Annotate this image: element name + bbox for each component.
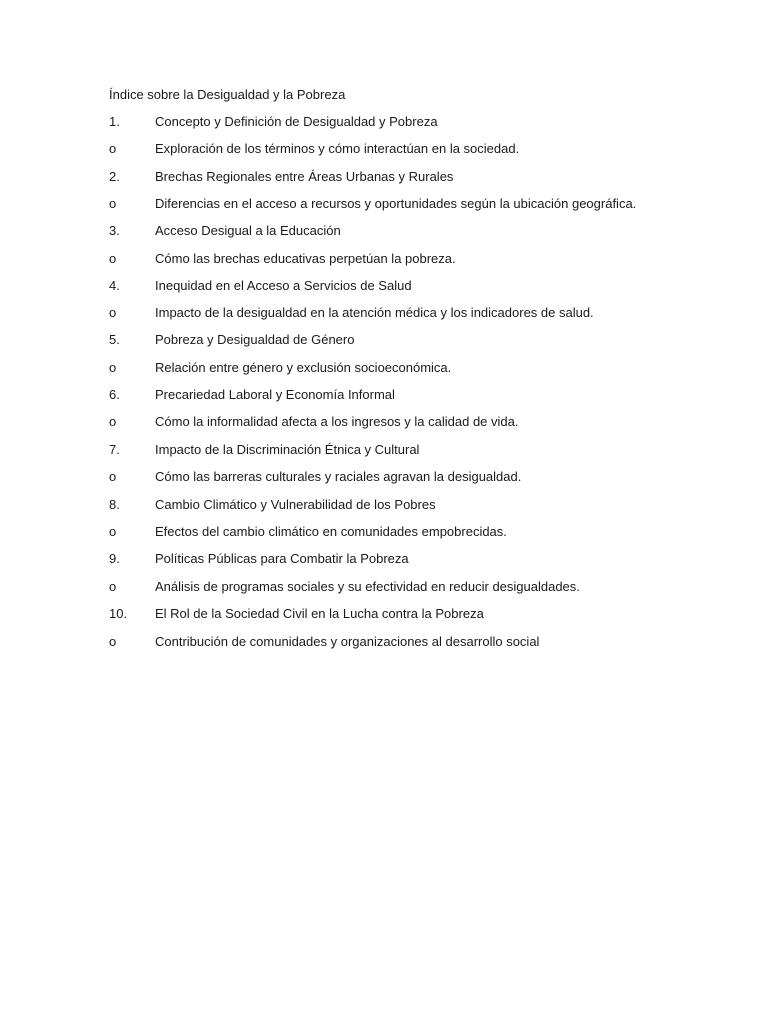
item-heading: Pobreza y Desigualdad de Género bbox=[155, 332, 355, 347]
item-number: 6. bbox=[109, 387, 120, 402]
item-description: Impacto de la desigualdad en la atención médica y los indicadores de salud. bbox=[155, 305, 594, 320]
item-number: 9. bbox=[109, 551, 120, 566]
item-heading: Cambio Climático y Vulnerabilidad de los Pobres bbox=[155, 497, 436, 512]
item-number: 7. bbox=[109, 442, 120, 457]
bullet-marker: o bbox=[109, 634, 117, 649]
bullet-marker: o bbox=[109, 524, 117, 539]
item-heading: Impacto de la Discriminación Étnica y Cultural bbox=[155, 442, 420, 457]
bullet-marker: o bbox=[109, 305, 117, 320]
item-description: Diferencias en el acceso a recursos y oportunidades según la ubicación geográfica. bbox=[155, 196, 637, 211]
document-title: Índice sobre la Desigualdad y la Pobreza bbox=[109, 87, 346, 102]
item-description: Cómo la informalidad afecta a los ingresos y la calidad de vida. bbox=[155, 414, 519, 429]
item-number: 10. bbox=[109, 606, 128, 621]
item-number: 4. bbox=[109, 278, 120, 293]
item-heading: Acceso Desigual a la Educación bbox=[155, 223, 341, 238]
item-description: Cómo las barreras culturales y raciales agravan la desigualdad. bbox=[155, 469, 522, 484]
item-description: Análisis de programas sociales y su efectividad en reducir desigualdades. bbox=[155, 579, 580, 594]
item-heading: Inequidad en el Acceso a Servicios de Salud bbox=[155, 278, 412, 293]
item-heading: Precariedad Laboral y Economía Informal bbox=[155, 387, 395, 402]
item-number: 2. bbox=[109, 169, 120, 184]
bullet-marker: o bbox=[109, 469, 117, 484]
item-description: Cómo las brechas educativas perpetúan la pobreza. bbox=[155, 251, 456, 266]
bullet-marker: o bbox=[109, 196, 117, 211]
bullet-marker: o bbox=[109, 141, 117, 156]
bullet-marker: o bbox=[109, 414, 117, 429]
item-number: 5. bbox=[109, 332, 120, 347]
item-description: Contribución de comunidades y organizaciones al desarrollo social bbox=[155, 634, 540, 649]
item-number: 8. bbox=[109, 497, 120, 512]
bullet-marker: o bbox=[109, 360, 117, 375]
item-description: Relación entre género y exclusión socioeconómica. bbox=[155, 360, 452, 375]
item-heading: Concepto y Definición de Desigualdad y Pobreza bbox=[155, 114, 438, 129]
bullet-marker: o bbox=[109, 579, 117, 594]
item-heading: Políticas Públicas para Combatir la Pobreza bbox=[155, 551, 409, 566]
bullet-marker: o bbox=[109, 251, 117, 266]
item-heading: El Rol de la Sociedad Civil en la Lucha contra la Pobreza bbox=[155, 606, 484, 621]
item-description: Efectos del cambio climático en comunidades empobrecidas. bbox=[155, 524, 507, 539]
item-heading: Brechas Regionales entre Áreas Urbanas y Rurales bbox=[155, 169, 454, 184]
item-number: 1. bbox=[109, 114, 120, 129]
item-description: Exploración de los términos y cómo interactúan en la sociedad. bbox=[155, 141, 520, 156]
item-number: 3. bbox=[109, 223, 120, 238]
